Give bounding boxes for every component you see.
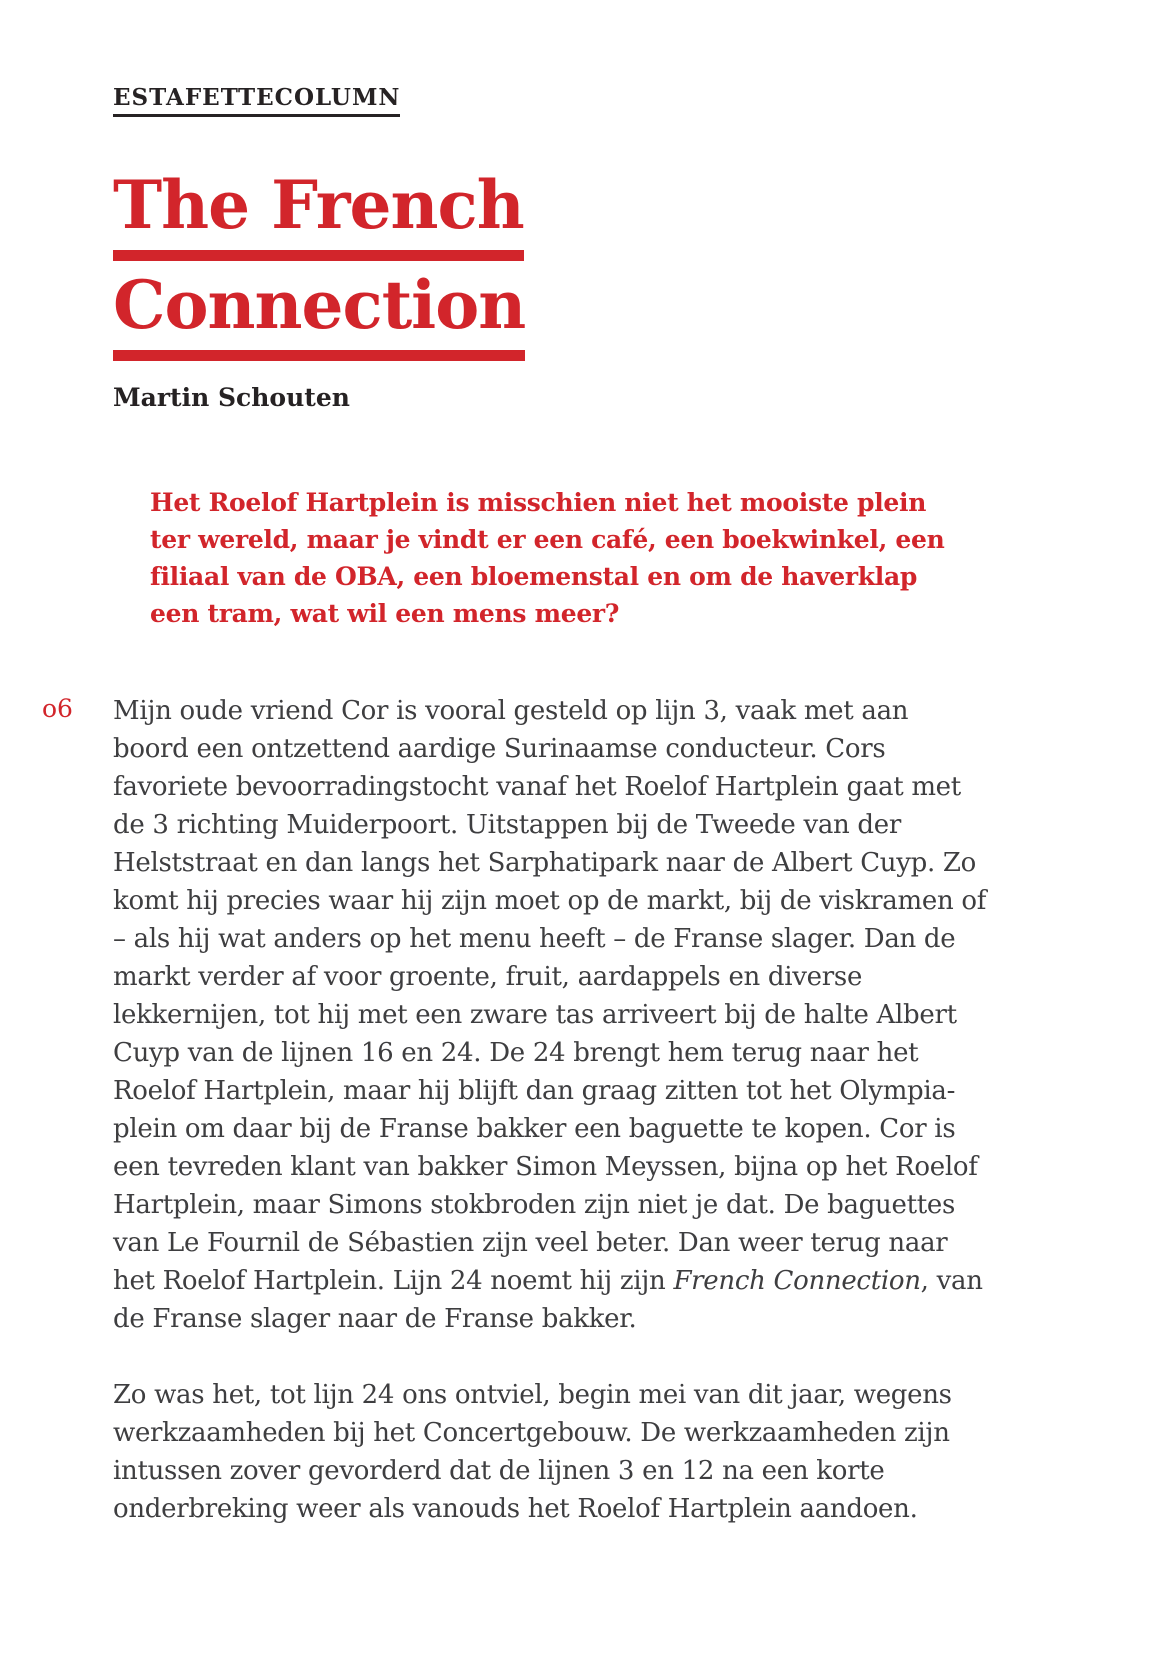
body-text-after-italic: , van de Franse slager naar de Franse bakker.	[113, 1266, 983, 1334]
title-line-2: Connection	[113, 272, 525, 361]
body-paragraph-2: Zo was het, tot lijn 24 ons ontviel, begin mei van dit jaar, wegens werkzaamheden bij het Concertgebouw. De werkzaamheden zijn intussen zover gevorderd dat de lijnen 3 en 12 na een korte onderbreking weer als vanouds het Roelof Hartplein aandoen.	[113, 1380, 952, 1524]
kicker-label: ESTAFETTECOLUMN	[113, 84, 400, 117]
title-line-1: The French	[113, 172, 524, 261]
article-body	[42, 692, 988, 1528]
article-title	[113, 166, 993, 361]
column-number: o6	[42, 694, 73, 723]
intro-paragraph: Het Roelof Hartplein is misschien niet het mooiste plein ter wereld, maar je vindt er een café, een boekwinkel, een filiaal van de OBA, een bloemenstal en om de haverklap een tram, wat wil een mens meer?	[150, 488, 945, 628]
body-text-before-italic: Mijn oude vriend Cor is vooral gesteld op lijn 3, vaak met aan boord een ontzettend aardige Surinaamse conducteur. Cors favoriete bevoorradingstocht vanaf het Roelof Hartplein gaat met de 3 richting Muiderpoort. Uitstappen bij de Tweede van der Helststraat en dan langs het Sarphatipark naar de Albert Cuyp. Zo komt hij precies waar hij zijn moet op de markt, bij de viskramen of – als hij wat anders op het menu heeft – de Franse slager. Dan de markt verder af voor groente, fruit, aardappels en diverse lekkernijen, tot hij met een zware tas arriveert bij de halte Albert Cuyp van de lijnen 16 en 24. De 24 brengt hem terug naar het Roelof Hartplein, maar hij blijft dan graag zitten tot het Olympia-plein om daar bij de Franse bakker een baguette te kopen. Cor is een tevreden klant van bakker Simon Meyssen, bijna op het Roelof Hartplein, maar Simons stokbroden zijn niet je dat. De baguettes van Le Fournil de Sébastien zijn veel beter. Dan weer terug naar het Roelof Hartplein. Lijn 24 noemt hij zijn	[113, 696, 987, 1296]
italic-phrase: French Connection	[673, 1266, 921, 1296]
author-name: Martin Schouten	[113, 383, 350, 412]
body-paragraph-1	[113, 692, 988, 1338]
article-content	[42, 84, 993, 1528]
